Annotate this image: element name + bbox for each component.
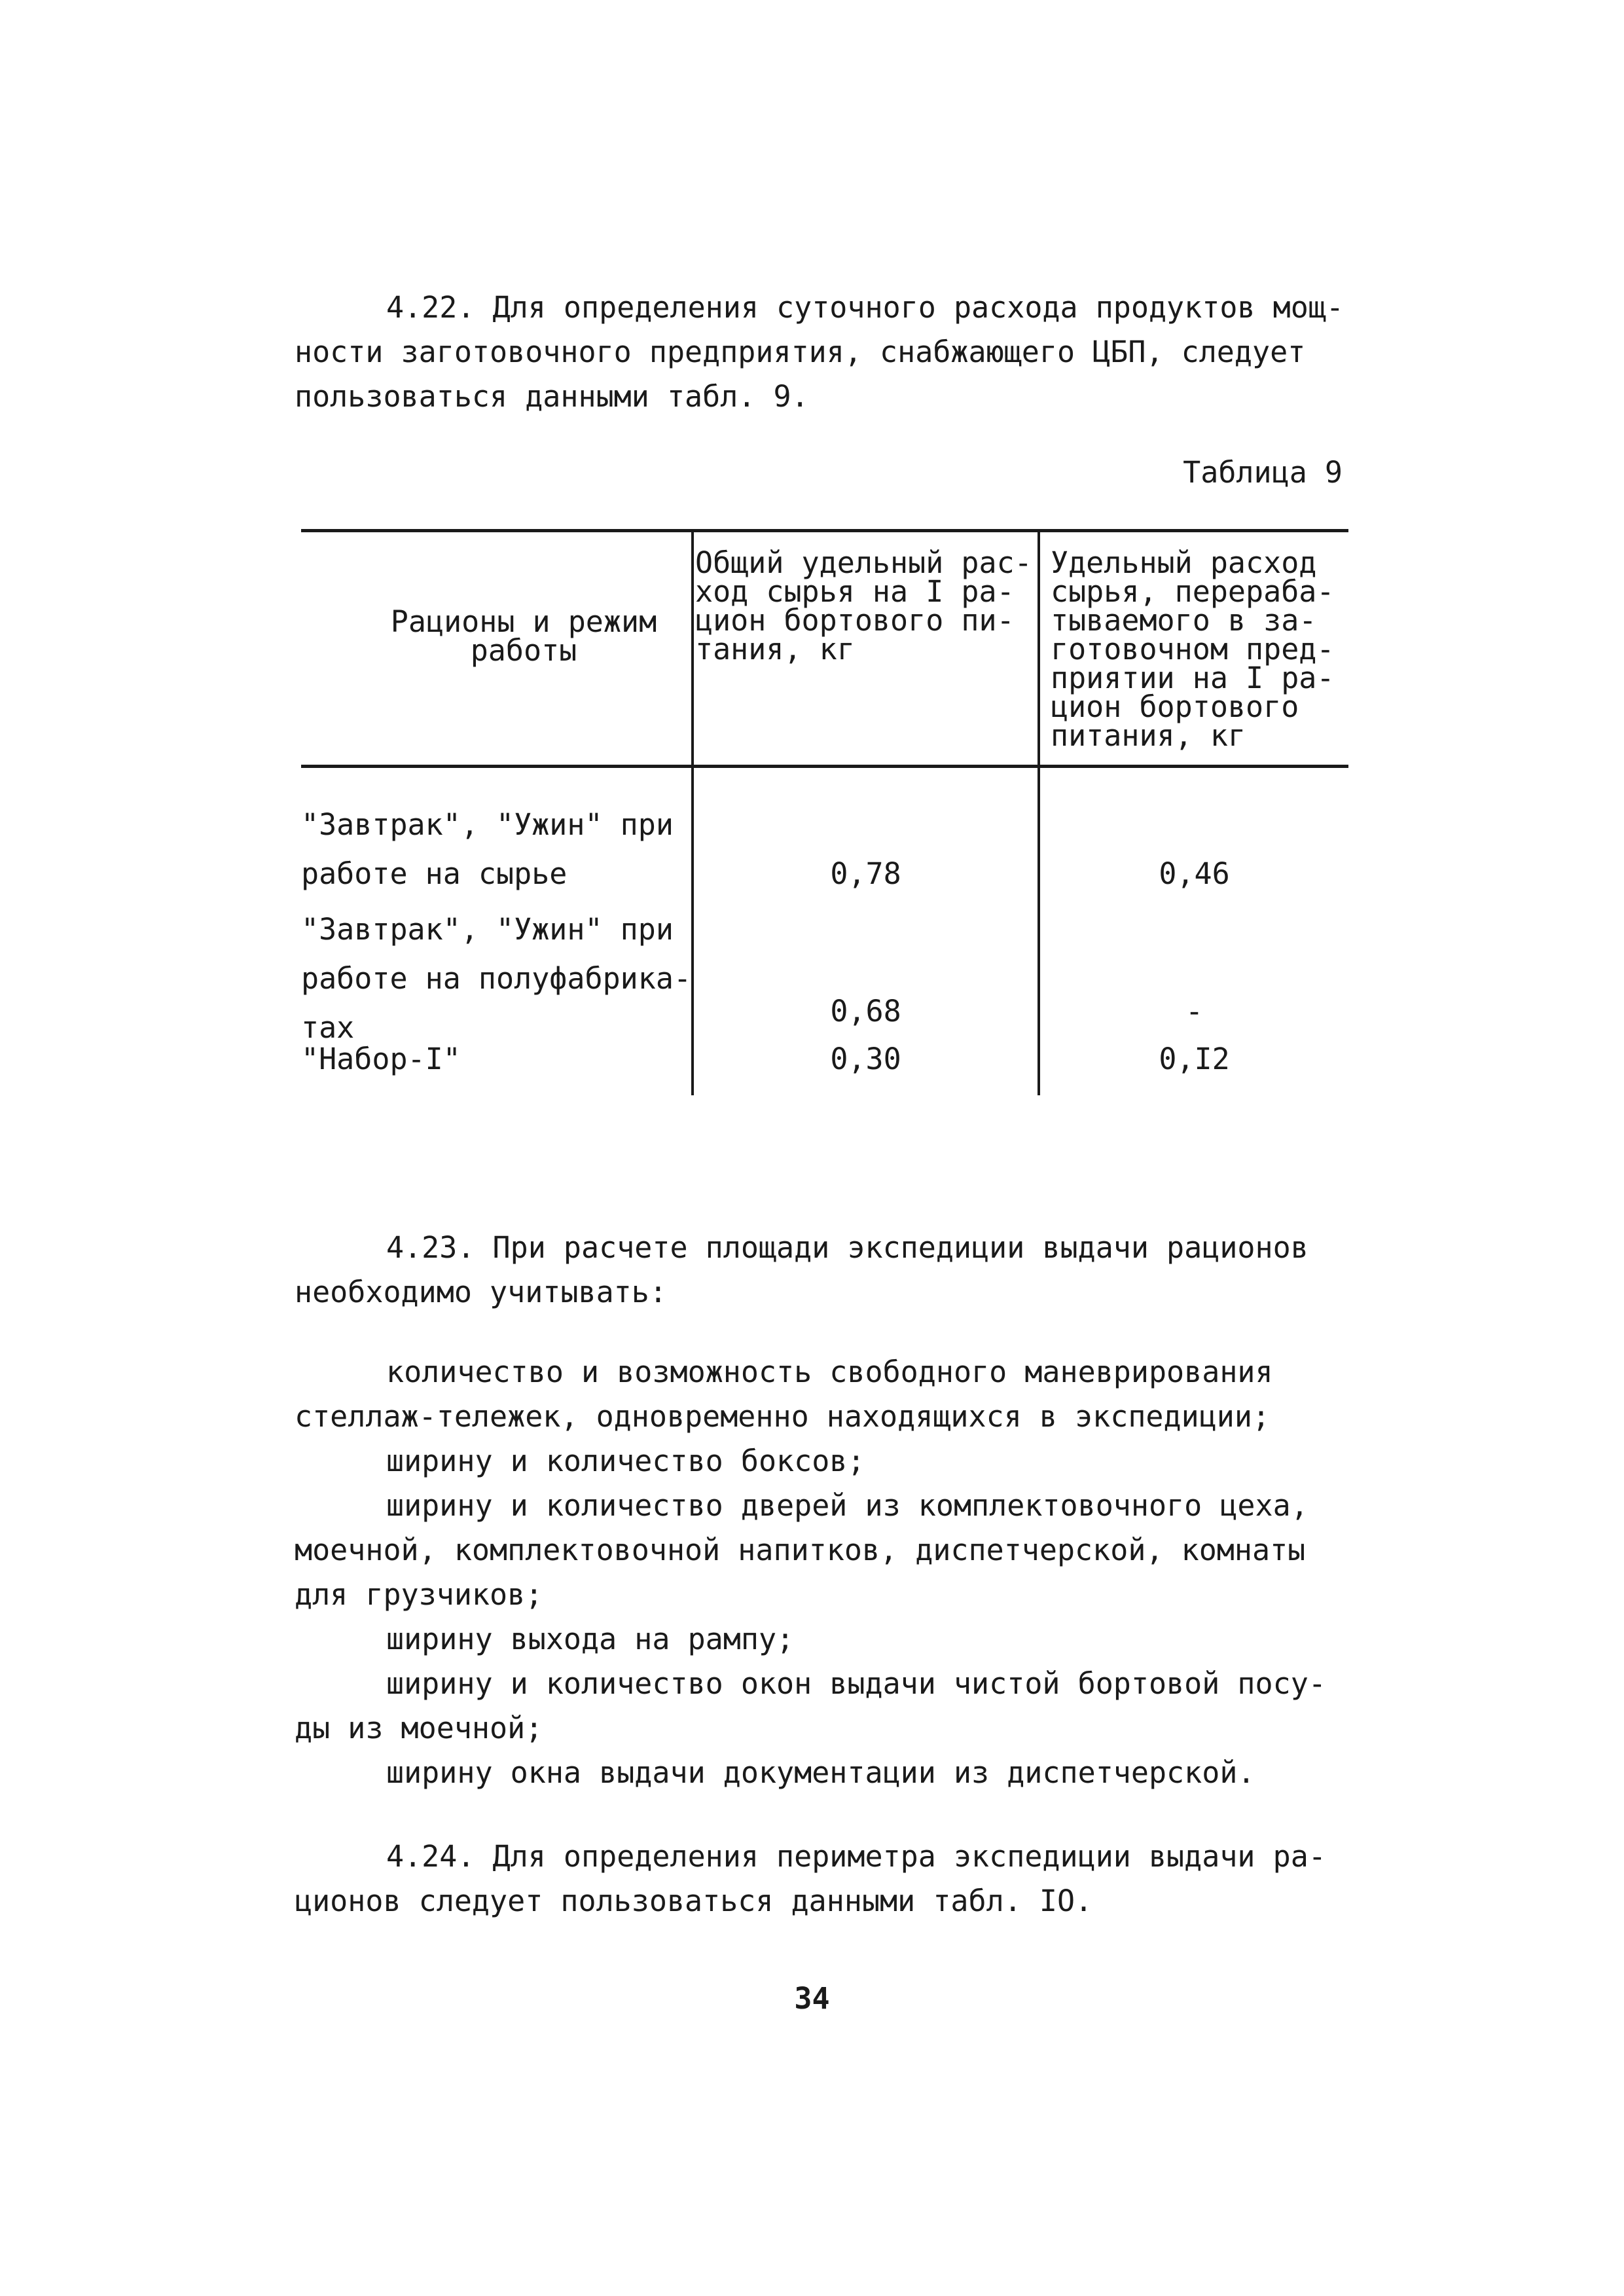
paragraph-line: 4.24. Для определения периметра экспедиции выдачи ра-	[386, 1839, 1326, 1874]
header-line: ход сырья на I ра-	[695, 574, 1015, 609]
row-line: тах	[301, 1010, 355, 1045]
header-line: тываемого в за-	[1051, 603, 1317, 638]
table-row-2-ration	[301, 905, 691, 1052]
header-line: тания, кг	[695, 632, 855, 666]
paragraph-4-22	[295, 285, 1368, 419]
header-line: Общий удельный рас-	[695, 545, 1032, 580]
table-header-total	[695, 545, 1032, 666]
table-row-3-ration	[301, 1034, 461, 1084]
row-line: работе на полуфабрика-	[301, 961, 692, 996]
list-item-line: ширину выхода на рампу;	[386, 1622, 795, 1656]
row-line: "Завтрак", "Ужин" при	[301, 912, 674, 947]
table-row-2-processed: -	[1185, 994, 1204, 1029]
paragraph-line: ционов следует пользоваться данными табл. IO.	[295, 1884, 1093, 1918]
table-header-rations	[367, 604, 681, 668]
list-item-line: моечной, комплектовочной напитков, диспетчерской, комнаты	[295, 1533, 1306, 1567]
table-caption: Таблица 9	[1183, 455, 1343, 490]
header-line: приятии на I ра-	[1051, 661, 1335, 695]
paragraph-4-23	[295, 1226, 1368, 1315]
header-line: Рационы и режим	[390, 604, 657, 639]
list-item-line: ширину и количество боксов;	[386, 1444, 865, 1478]
table-row-1-processed: 0,46	[1159, 856, 1230, 891]
list-4-23	[295, 1350, 1368, 1795]
table-top-rule	[301, 529, 1348, 532]
table-row-3-total: 0,30	[830, 1042, 901, 1076]
list-item-line: стеллаж-тележек, одновременно находящихся в экспедиции;	[295, 1399, 1271, 1434]
paragraph-line: 4.23. При расчете площади экспедиции выдачи рационов	[386, 1230, 1308, 1265]
table-row-1-total: 0,78	[830, 856, 901, 891]
list-item-line: для грузчиков;	[295, 1577, 543, 1612]
list-item-line: ширину и количество окон выдачи чистой бортовой посу-	[386, 1666, 1326, 1701]
paragraph-line: 4.22. Для определения суточного расхода продуктов мощ-	[386, 290, 1344, 325]
row-line: "Завтрак", "Ужин" при	[301, 807, 674, 842]
header-line: готовочном пред-	[1051, 632, 1335, 666]
table-header-processed	[1051, 545, 1335, 753]
header-line: питания, кг	[1051, 718, 1246, 753]
table-row-2-total: 0,68	[830, 994, 901, 1029]
header-line: Удельный расход	[1051, 545, 1317, 580]
row-line: работе на сырье	[301, 856, 568, 891]
paragraph-line: ности заготовочного предприятия, снабжающего ЦБП, следует	[295, 335, 1306, 369]
header-line: цион бортового пи-	[695, 603, 1015, 638]
table-header-rule	[301, 765, 1348, 768]
paragraph-line: необходимо учитывать:	[295, 1275, 667, 1309]
list-item-line: ширину и количество дверей из комплектовочного цеха,	[386, 1488, 1308, 1523]
header-line: цион бортового	[1051, 689, 1299, 724]
table-row-3-processed: 0,I2	[1159, 1042, 1230, 1076]
paragraph-4-24	[295, 1834, 1368, 1923]
paragraph-line: пользоваться данными табл. 9.	[295, 379, 809, 414]
row-line: "Набор-I"	[301, 1042, 461, 1076]
list-item-line: ды из моечной;	[295, 1711, 543, 1745]
page-number: 34	[794, 1981, 830, 2016]
list-item-line: ширину окна выдачи документации из диспетчерской.	[386, 1755, 1255, 1790]
header-line: сырья, перераба-	[1051, 574, 1335, 609]
table-row-1-ration	[301, 800, 674, 898]
header-line: работы	[470, 633, 577, 668]
list-item-line: количество и возможность свободного маневрирования	[386, 1355, 1273, 1389]
